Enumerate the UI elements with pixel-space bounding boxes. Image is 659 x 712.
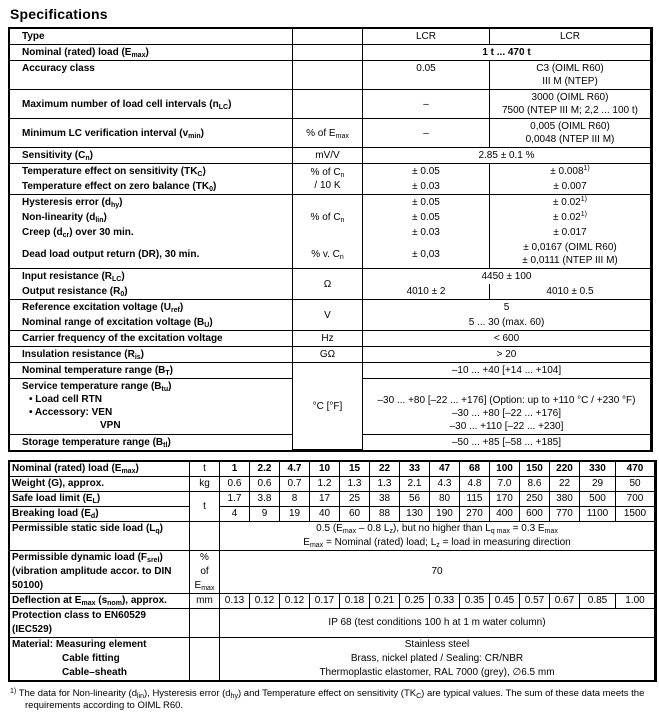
- load-cell-r2-c7: 38: [370, 492, 400, 507]
- spec-cell-r18-c1: °C [°F]: [293, 363, 363, 450]
- load-cell-r8-c2: [220, 638, 655, 680]
- cell-line: / 10 K: [314, 180, 341, 191]
- load-cell-r0-c8: 33: [400, 462, 430, 477]
- load-cell-r1-c5: 1.2: [310, 477, 340, 492]
- load-cell-r3-c6: 88: [370, 507, 400, 522]
- spec-cell-r15-c0: Nominal range of excitation voltage $(B_U)$: [10, 315, 293, 331]
- load-row-1: [10, 477, 655, 492]
- load-cell-r2-c14: 500: [580, 492, 616, 507]
- load-cell-r1-c12: 8.6: [520, 477, 550, 492]
- load-cell-r3-c9: 270: [460, 507, 490, 522]
- load-cell-r2-c12: 250: [520, 492, 550, 507]
- load-cell-r3-c7: 130: [400, 507, 430, 522]
- spec-cell-r11-c2: ± 0,03: [363, 240, 490, 269]
- spec-cell-r9-c1: ± 0.05: [363, 210, 490, 225]
- load-cell-r0-c7: 22: [370, 462, 400, 477]
- load-cell-r2-c15: 700: [616, 492, 655, 507]
- spec-row-1: [10, 45, 651, 61]
- spec-cell-r7-c2: ± 0.007: [490, 179, 651, 195]
- spec-row-6: [10, 164, 651, 179]
- load-cell-r2-c1: t: [190, 492, 220, 522]
- spec-cell-r10-c1: ± 0.03: [363, 225, 490, 240]
- footnote-marker: 1): [10, 688, 17, 695]
- load-cell-r0-c10: 68: [460, 462, 490, 477]
- spec-cell-r1-c2: 1 t ... 470 t: [363, 45, 651, 61]
- load-cell-r1-c15: 50: [616, 477, 655, 492]
- spec-cell-r6-c3: ± $0.008^{1)}$: [490, 164, 651, 179]
- spec-cell-r13-c2: 4010 ± 0.5: [490, 284, 651, 300]
- load-cell-r8-c0: [10, 638, 190, 680]
- cell-line: III M (NTEP): [542, 76, 598, 87]
- load-cell-r4-c0: Permissible static side load $(L_q)$: [10, 522, 190, 551]
- spec-cell-r17-c2: > 20: [363, 347, 651, 363]
- load-cell-r3-c0: Breaking load $(E_d)$: [10, 507, 190, 522]
- cell-line: Cable–sheath: [62, 667, 128, 678]
- footnote-text: The data for Non-linearity $(d_{lin})$, Hysteresis error $(d_{hy})$ and Temperature effect on sensitivity $(TK_C)$ are typical values. The sum of these data meets the requirements according to OIML R60.: [18, 688, 645, 711]
- load-cell-r4-c1: [190, 522, 220, 551]
- spec-cell-r17-c1: GΩ: [293, 347, 363, 363]
- load-cell-r0-c13: 220: [550, 462, 580, 477]
- spec-table-body: [10, 29, 651, 450]
- spec-cell-r3-c3: [490, 90, 651, 119]
- load-cell-r6-c4: 0.12: [280, 594, 310, 609]
- spec-cell-r11-c1: % v. $C_n$: [293, 240, 363, 269]
- cell-line: Stainless steel: [404, 639, 470, 650]
- load-cell-r2-c9: 80: [430, 492, 460, 507]
- load-cell-r1-c4: 0.7: [280, 477, 310, 492]
- load-cell-r1-c2: 0.6: [220, 477, 250, 492]
- load-cell-r0-c14: 330: [580, 462, 616, 477]
- load-cell-r5-c1: [190, 551, 220, 594]
- spec-cell-r2-c2: 0.05: [363, 61, 490, 90]
- load-cell-r6-c5: 0.17: [310, 594, 340, 609]
- load-cell-r3-c13: 1100: [580, 507, 616, 522]
- spec-cell-r8-c0: Hysteresis error $(d_{hy})$: [10, 195, 293, 210]
- spec-cell-r3-c0: Maximum number of load cell intervals $(n_{LC})$: [10, 90, 293, 119]
- spec-row-2: [10, 61, 651, 90]
- row-type-label: Type: [10, 29, 293, 45]
- spec-cell-r8-c1: % of $C_n$: [293, 195, 363, 240]
- load-cell-r1-c3: 0.6: [250, 477, 280, 492]
- load-row-2: [10, 492, 655, 507]
- cell-line: Permissible dynamic load $(F_{srel})$: [12, 552, 163, 564]
- spec-cell-r14-c2: 5: [363, 300, 651, 315]
- cell-line: VPN: [100, 420, 121, 431]
- spec-cell-r2-c1: [293, 61, 363, 90]
- load-cell-r2-c0: Safe load limit $(E_L)$: [10, 492, 190, 507]
- spec-cell-r14-c0: Reference excitation voltage $(U_{ref})$: [10, 300, 293, 315]
- load-cell-r3-c12: 770: [550, 507, 580, 522]
- load-cell-r1-c10: 4.8: [460, 477, 490, 492]
- load-cell-r3-c11: 600: [520, 507, 550, 522]
- spec-cell-r5-c2: 2.85 ± 0.1 %: [363, 148, 651, 164]
- load-row-6: [10, 594, 655, 609]
- load-row-4: [10, 522, 655, 551]
- load-cell-r1-c0: Weight (G), approx.: [10, 477, 190, 492]
- cell-line: –30 ... +110 [–22 ... +230]: [449, 421, 564, 432]
- spec-cell-r16-c2: < 600: [363, 331, 651, 347]
- cell-line: • Load cell RTN: [29, 394, 102, 405]
- load-ratings-table: [8, 460, 657, 682]
- cell-line: $E_{max}$ = Nominal (rated) load; $L_z$ = load in measuring direction: [303, 537, 571, 549]
- load-cell-r6-c14: 0.85: [580, 594, 616, 609]
- footnote: [10, 688, 659, 712]
- spec-cell-r0-c1: [293, 29, 363, 45]
- specifications-table: [8, 27, 653, 452]
- spec-cell-r9-c2: ± $0.02^{1)}$: [490, 210, 651, 225]
- load-cell-r1-c6: 1.3: [340, 477, 370, 492]
- spec-row-17: [10, 347, 651, 363]
- load-cell-r3-c3: 19: [280, 507, 310, 522]
- spec-cell-r18-c0: Nominal temperature range $(B_T)$: [10, 363, 293, 379]
- spec-cell-r7-c1: ± 0.03: [363, 179, 490, 195]
- load-cell-r6-c8: 0.25: [400, 594, 430, 609]
- load-cell-r0-c2: 1: [220, 462, 250, 477]
- cell-line: –30 ... +80 [–22 ... +176]: [452, 408, 561, 419]
- load-cell-r6-c13: 0.67: [550, 594, 580, 609]
- load-cell-r2-c13: 380: [550, 492, 580, 507]
- load-cell-r6-c3: 0.12: [250, 594, 280, 609]
- load-cell-r3-c8: 190: [430, 507, 460, 522]
- load-cell-r3-c5: 60: [340, 507, 370, 522]
- spec-row-5: [10, 148, 651, 164]
- spec-row-3: [10, 90, 651, 119]
- spec-row-12: [10, 269, 651, 284]
- spec-cell-r4-c2: –: [363, 119, 490, 148]
- spec-cell-r6-c0: Temperature effect on sensitivity $(TK_C)$: [10, 164, 293, 179]
- cell-line: Cable fitting: [62, 653, 120, 664]
- load-row-7: [10, 609, 655, 638]
- load-row-0: [10, 462, 655, 477]
- spec-cell-r20-c0: Storage temperature range $(B_{tl})$: [10, 435, 293, 450]
- spec-cell-r4-c3: [490, 119, 651, 148]
- spec-cell-r17-c0: Insulation resistance $(R_{is})$: [10, 347, 293, 363]
- load-cell-r6-c15: 1.00: [616, 594, 655, 609]
- cell-line: 3000 (OIML R60): [531, 92, 609, 103]
- spec-row-11: [10, 240, 651, 269]
- load-cell-r2-c4: 8: [280, 492, 310, 507]
- load-cell-r3-c10: 400: [490, 507, 520, 522]
- spec-cell-r10-c2: ± 0.017: [490, 225, 651, 240]
- spec-cell-r20-c1: –50 ... +85 [–58 ... +185]: [363, 435, 651, 450]
- spec-cell-r6-c1: [293, 164, 363, 195]
- spec-row-8: [10, 195, 651, 210]
- cell-line: ± 0,0167 (OIML R60): [523, 242, 617, 253]
- cell-line: Brass, nickel plated / Sealing: CR/NBR: [350, 653, 524, 664]
- cell-line: –30 ... +80 [–22 ... +176] (Option: up to +110 °C / +230 °F): [377, 395, 636, 406]
- column-header-lcr-2: LCR: [490, 29, 651, 45]
- load-cell-r0-c15: 470: [616, 462, 655, 477]
- spec-cell-r2-c0: Accuracy class: [10, 61, 293, 90]
- spec-cell-r8-c3: ± $0.02^{1)}$: [490, 195, 651, 210]
- spec-cell-r15-c1: 5 ... 30 (max. 60): [363, 315, 651, 331]
- cell-line: 0,0048 (NTEP III M): [525, 134, 615, 145]
- load-cell-r6-c1: mm: [190, 594, 220, 609]
- load-cell-r1-c13: 22: [550, 477, 580, 492]
- spec-cell-r13-c1: 4010 ± 2: [363, 284, 490, 300]
- spec-cell-r5-c0: Sensitivity $(C_n)$: [10, 148, 293, 164]
- load-cell-r3-c1: 4: [220, 507, 250, 522]
- spec-cell-r9-c0: Non-linearity $(d_{lin})$: [10, 210, 293, 225]
- load-cell-r1-c1: kg: [190, 477, 220, 492]
- cell-line: of $E_{max}$: [194, 566, 215, 592]
- cell-line: ± 0,0111 (NTEP III M): [522, 255, 618, 266]
- load-cell-r7-c1: [190, 609, 220, 638]
- load-cell-r7-c0: Protection class to EN60529 (IEC529): [10, 609, 190, 638]
- spec-cell-r18-c2: –10 ... +40 [+14 ... +104]: [363, 363, 651, 379]
- load-cell-r0-c11: 100: [490, 462, 520, 477]
- load-cell-r0-c6: 15: [340, 462, 370, 477]
- spec-row-16: [10, 331, 651, 347]
- cell-line: 7500 (NTEP III M; 2,2 ... 100 t): [502, 105, 638, 116]
- load-cell-r1-c14: 29: [580, 477, 616, 492]
- spec-cell-r11-c0: Dead load output return (DR), 30 min.: [10, 240, 293, 269]
- load-cell-r0-c0: Nominal (rated) load $(E_{max})$: [10, 462, 190, 477]
- cell-line: Thermoplastic elastomer, RAL 7000 (grey), ∅6.5 mm: [319, 667, 555, 678]
- cell-line: Material: Measuring element: [12, 639, 147, 650]
- cell-line: • Accessory: VEN: [29, 407, 113, 418]
- load-table-body: [10, 462, 655, 680]
- load-cell-r0-c4: 4.7: [280, 462, 310, 477]
- load-row-8: [10, 638, 655, 680]
- load-cell-r3-c14: 1500: [616, 507, 655, 522]
- load-cell-r6-c6: 0.18: [340, 594, 370, 609]
- spec-cell-r1-c0: Nominal (rated) load $(E_{max})$: [10, 45, 293, 61]
- page-title: Specifications: [10, 6, 108, 22]
- spec-cell-r8-c2: ± 0.05: [363, 195, 490, 210]
- load-cell-r5-c0: [10, 551, 190, 594]
- load-cell-r7-c2: IP 68 (test conditions 100 h at 1 m water column): [220, 609, 655, 638]
- cell-line: 0.5 ($E_{max} - 0.8$ $L_z$), but no higher than $L_{q max} = 0.3$ $E_{max}$: [316, 523, 558, 535]
- load-cell-r1-c9: 4.3: [430, 477, 460, 492]
- load-cell-r4-c2: [220, 522, 655, 551]
- load-cell-r6-c2: 0.13: [220, 594, 250, 609]
- load-cell-r0-c9: 47: [430, 462, 460, 477]
- spec-cell-r4-c1: % of $E_{max}$: [293, 119, 363, 148]
- spec-cell-r10-c0: Creep $(d_{cr})$ over 30 min.: [10, 225, 293, 240]
- spec-cell-r5-c1: mV/V: [293, 148, 363, 164]
- spec-cell-r7-c0: Temperature effect on zero balance $(TK_0)$: [10, 179, 293, 195]
- spec-cell-r13-c0: Output resistance $(R_0)$: [10, 284, 293, 300]
- load-cell-r3-c2: 9: [250, 507, 280, 522]
- load-cell-r5-c2: 70: [220, 551, 655, 594]
- spec-cell-r16-c0: Carrier frequency of the excitation voltage: [10, 331, 293, 347]
- column-header-lcr-1: LCR: [363, 29, 490, 45]
- load-cell-r0-c3: 2.2: [250, 462, 280, 477]
- load-cell-r0-c12: 150: [520, 462, 550, 477]
- spec-cell-r12-c2: 4450 ± 100: [363, 269, 651, 284]
- spec-row-4: [10, 119, 651, 148]
- load-cell-r1-c8: 2.1: [400, 477, 430, 492]
- spec-cell-r6-c2: ± 0.05: [363, 164, 490, 179]
- spec-row-0: [10, 29, 651, 45]
- spec-cell-r4-c0: Minimum LC verification interval $(v_{min})$: [10, 119, 293, 148]
- spec-cell-r16-c1: Hz: [293, 331, 363, 347]
- spec-cell-r12-c1: Ω: [293, 269, 363, 300]
- spec-cell-r19-c0: [10, 379, 293, 435]
- load-cell-r8-c1: [190, 638, 220, 680]
- load-row-5: [10, 551, 655, 594]
- load-cell-r2-c10: 115: [460, 492, 490, 507]
- load-cell-r2-c8: 56: [400, 492, 430, 507]
- load-cell-r2-c5: 17: [310, 492, 340, 507]
- spec-cell-r14-c1: V: [293, 300, 363, 331]
- spec-cell-r19-c1: [363, 379, 651, 435]
- load-cell-r0-c5: 10: [310, 462, 340, 477]
- load-cell-r6-c10: 0.35: [460, 594, 490, 609]
- load-cell-r2-c3: 3.8: [250, 492, 280, 507]
- spec-cell-r12-c0: Input resistance $(R_{LC})$: [10, 269, 293, 284]
- load-cell-r6-c9: 0.33: [430, 594, 460, 609]
- cell-line: 0,005 (OIML R60): [530, 121, 610, 132]
- load-cell-r0-c1: t: [190, 462, 220, 477]
- load-cell-r6-c12: 0.57: [520, 594, 550, 609]
- load-cell-r1-c7: 1.3: [370, 477, 400, 492]
- load-cell-r1-c11: 7.0: [490, 477, 520, 492]
- cell-line: (vibration amplitude accor. to DIN 50100): [12, 566, 172, 591]
- spec-cell-r11-c3: [490, 240, 651, 269]
- cell-line: Service temperature range $(B_{tu})$: [22, 381, 172, 393]
- cell-line: % of $C_n$: [310, 167, 345, 179]
- spec-row-18: [10, 363, 651, 379]
- load-cell-r3-c4: 40: [310, 507, 340, 522]
- cell-line: C3 (OIML R60): [536, 63, 604, 74]
- load-cell-r2-c11: 170: [490, 492, 520, 507]
- spec-row-14: [10, 300, 651, 315]
- spec-cell-r3-c1: [293, 90, 363, 119]
- load-cell-r6-c11: 0.45: [490, 594, 520, 609]
- load-cell-r2-c2: 1.7: [220, 492, 250, 507]
- load-row-3: [10, 507, 655, 522]
- cell-line: %: [200, 552, 209, 563]
- load-cell-r2-c6: 25: [340, 492, 370, 507]
- spec-cell-r2-c3: [490, 61, 651, 90]
- spec-cell-r3-c2: –: [363, 90, 490, 119]
- spec-cell-r1-c1: [293, 45, 363, 61]
- load-cell-r6-c7: 0.21: [370, 594, 400, 609]
- load-cell-r6-c0: Deflection at $E_{max}$ $(s_{nom})$, approx.: [10, 594, 190, 609]
